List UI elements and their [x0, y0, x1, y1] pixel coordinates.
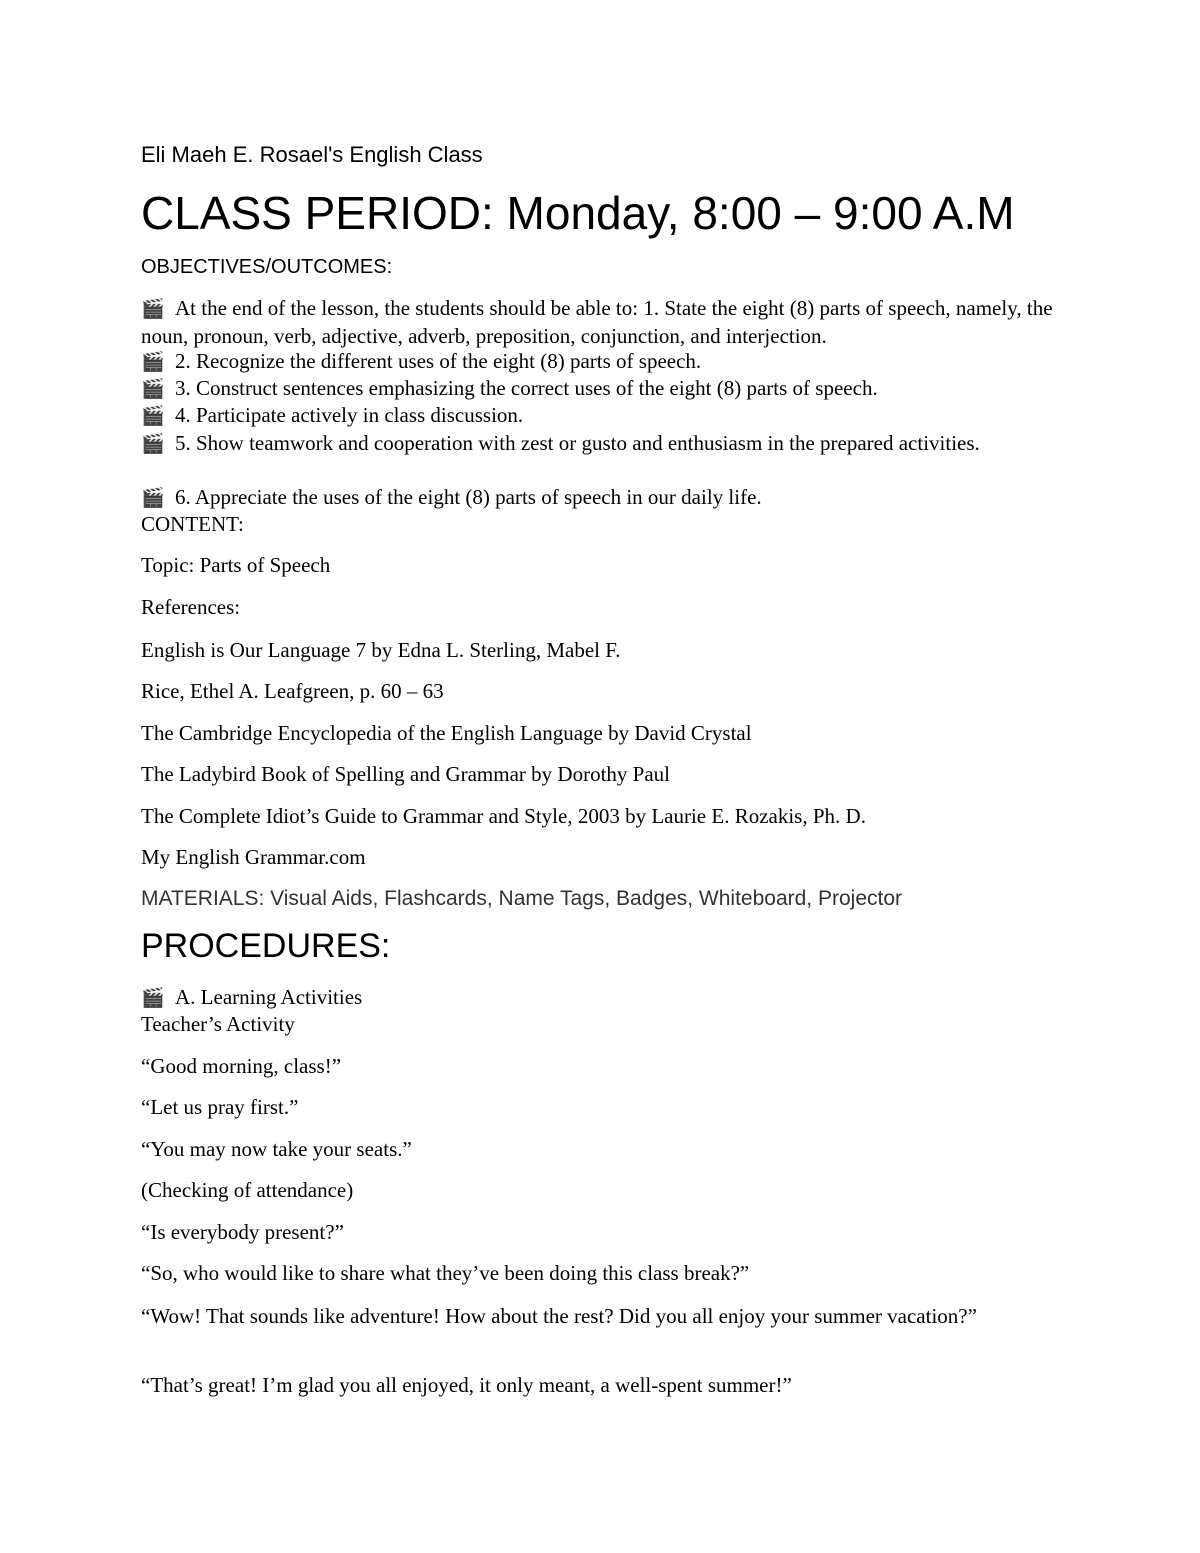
reference-item: The Complete Idiot’s Guide to Grammar and Style, 2003 by Laurie E. Rozakis, Ph. D.: [141, 804, 866, 828]
reference-item: Rice, Ethel A. Leafgreen, p. 60 – 63: [141, 679, 444, 703]
dialogue-line: (Checking of attendance): [141, 1178, 354, 1202]
clapperboard-icon: 🎬: [141, 299, 165, 320]
clapperboard-icon: 🎬: [141, 988, 165, 1009]
reference-item: The Ladybird Book of Spelling and Grammar by Dorothy Paul: [141, 762, 670, 786]
dialogue-line: “Is everybody present?”: [141, 1220, 344, 1244]
dialogue-line: “Good morning, class!”: [141, 1054, 342, 1078]
objective-item: 🎬 6. Appreciate the uses of the eight (8) parts of speech in our daily life.: [141, 485, 762, 509]
objective-item: 🎬 3. Construct sentences emphasizing the correct uses of the eight (8) parts of speech.: [141, 376, 878, 400]
objective-item: 🎬 At the end of the lesson, the students should be able to: 1. State the eight (8) parts of speech, namely, the noun, pronoun, verb, adjective, adverb, preposition, conjunction, and interjection.: [141, 296, 1053, 348]
dialogue-line: “You may now take your seats.”: [141, 1137, 412, 1161]
activity-item: 🎬 A. Learning Activities: [141, 985, 363, 1009]
clapperboard-icon: 🎬: [141, 406, 165, 427]
procedures-heading: PROCEDURES:: [141, 927, 391, 965]
dialogue-line: “Let us pray first.”: [141, 1095, 299, 1119]
references-label: References:: [141, 595, 241, 619]
clapperboard-icon: 🎬: [141, 434, 165, 455]
clapperboard-icon: 🎬: [141, 488, 165, 509]
dialogue-line: “So, who would like to share what they’ve been doing this class break?”: [141, 1261, 750, 1285]
page-title: CLASS PERIOD: Monday, 8:00 – 9:00 A.M: [141, 187, 1015, 239]
materials-line: MATERIALS: Visual Aids, Flashcards, Name Tags, Badges, Whiteboard, Projector: [141, 887, 903, 910]
topic-line: Topic: Parts of Speech: [141, 553, 331, 577]
clapperboard-icon: 🎬: [141, 379, 165, 400]
reference-item: My English Grammar.com: [141, 845, 366, 869]
class-name: Eli Maeh E. Rosael's English Class: [141, 142, 483, 167]
dialogue-line: “That’s great! I’m glad you all enjoyed, it only meant, a well-spent summer!”: [141, 1373, 792, 1397]
content-heading: CONTENT:: [141, 512, 244, 536]
teacher-activity-label: Teacher’s Activity: [141, 1012, 295, 1036]
reference-item: The Cambridge Encyclopedia of the English Language by David Crystal: [141, 721, 752, 745]
reference-item: English is Our Language 7 by Edna L. Sterling, Mabel F.: [141, 638, 621, 662]
objectives-heading: OBJECTIVES/OUTCOMES:: [141, 256, 393, 278]
dialogue-line: “Wow! That sounds like adventure! How about the rest? Did you all enjoy your summer vacation?”: [141, 1304, 977, 1328]
objective-item: 🎬 5. Show teamwork and cooperation with zest or gusto and enthusiasm in the prepared activities.: [141, 430, 1061, 458]
clapperboard-icon: 🎬: [141, 352, 165, 373]
objective-item: 🎬 2. Recognize the different uses of the eight (8) parts of speech.: [141, 349, 702, 373]
objective-item: 🎬 4. Participate actively in class discussion.: [141, 403, 524, 427]
